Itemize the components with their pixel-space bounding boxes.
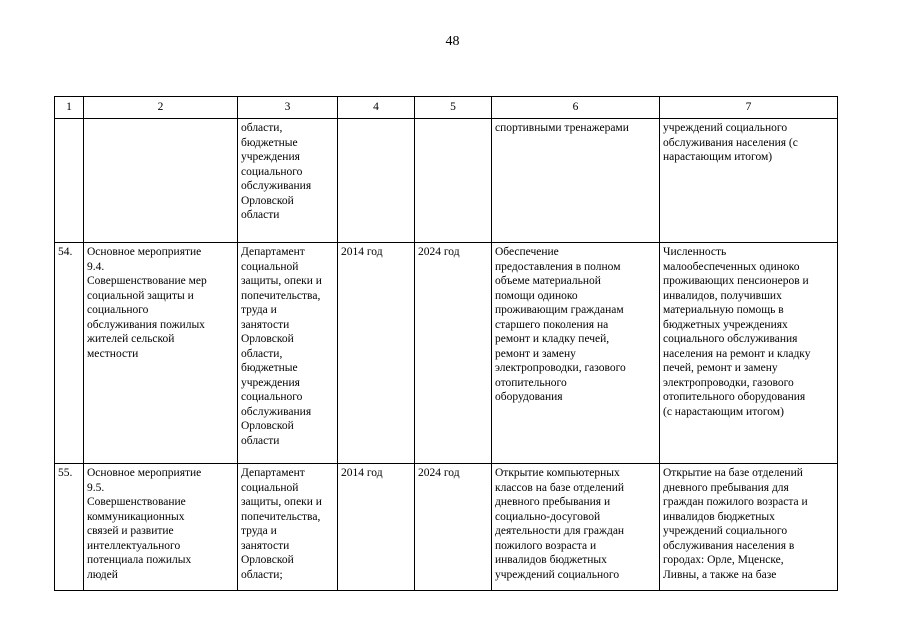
header-cell: 6: [492, 97, 660, 119]
measure-cell: Основное мероприятие 9.4. Совершенствование мер социальной защиты и социального обслуживания пожилых жителей сельской местности: [84, 243, 238, 464]
header-row: [55, 97, 838, 119]
end-year-cell: 2024 год: [415, 464, 492, 591]
start-year-cell: [338, 119, 415, 243]
table-row: [55, 464, 838, 591]
start-year-cell: 2014 год: [338, 464, 415, 591]
header-cell: 2: [84, 97, 238, 119]
result-cell: Обеспечение предоставления в полном объеме материальной помощи одиноко проживающим гражданам старшего поколения на ремонт и кладку печей, ремонт и замену электропроводки, газового отопительного оборудования: [492, 243, 660, 464]
measure-cell: Основное мероприятие 9.5. Совершенствование коммуникационных связей и развитие интеллектуального потенциала пожилых людей: [84, 464, 238, 591]
header-cell: 5: [415, 97, 492, 119]
executor-cell: Департамент социальной защиты, опеки и попечительства, труда и занятости Орловской области;: [238, 464, 338, 591]
end-year-cell: [415, 119, 492, 243]
executor-cell: Департамент социальной защиты, опеки и попечительства, труда и занятости Орловской области, бюджетные учреждения социального обслуживания Орловской области: [238, 243, 338, 464]
header-cell: 7: [660, 97, 838, 119]
indicator-cell: учреждений социального обслуживания населения (с нарастающим итогом): [660, 119, 838, 243]
end-year-cell: 2024 год: [415, 243, 492, 464]
header-cell: 3: [238, 97, 338, 119]
page-number: 48: [445, 34, 460, 49]
header-cell: 4: [338, 97, 415, 119]
row-number: 55.: [55, 464, 84, 591]
measure-cell: [84, 119, 238, 243]
header-cell: 1: [55, 97, 84, 119]
table-row: [55, 243, 838, 464]
table-row: [55, 119, 838, 243]
indicator-cell: Открытие на базе отделений дневного пребывания для граждан пожилого возраста и инвалидов бюджетных учреждений социального обслуживания населения в городах: Орле, Мценске, Ливны, а также на базе: [660, 464, 838, 591]
result-cell: спортивными тренажерами: [492, 119, 660, 243]
executor-cell: области, бюджетные учреждения социального обслуживания Орловской области: [238, 119, 338, 243]
program-table: [54, 96, 838, 591]
start-year-cell: 2014 год: [338, 243, 415, 464]
result-cell: Открытие компьютерных классов на базе отделений дневного пребывания и социально-досуговой деятельности для граждан пожилого возраста и инвалидов бюджетных учреждений социального: [492, 464, 660, 591]
row-number: [55, 119, 84, 243]
row-number: 54.: [55, 243, 84, 464]
indicator-cell: Численность малообеспеченных одиноко проживающих пенсионеров и инвалидов, получивших материальную помощь в бюджетных учреждениях социального обслуживания населения на ремонт и кладку печей, ремонт и замену электропроводки, газового отопительного оборудования (с нарастающим итогом): [660, 243, 838, 464]
